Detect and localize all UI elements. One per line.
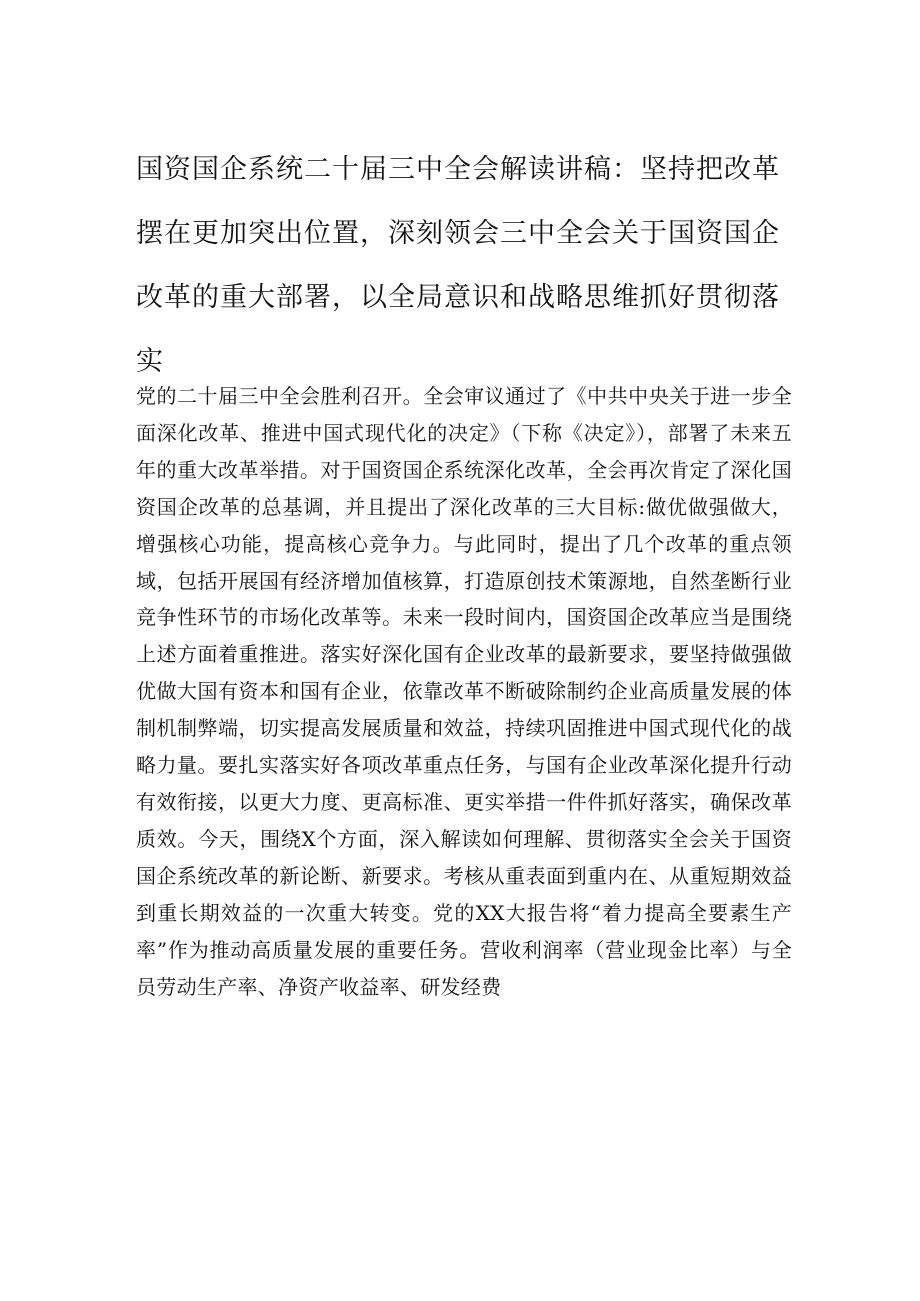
- document-title: 国资国企系统二十届三中全会解读讲稿：坚持把改革摆在更加突出位置，深刻领会三中全会关于国资国企改革的重大部署，以全局意识和战略思维抓好贯彻落实: [136, 154, 780, 377]
- document-body-paragraph: 党的二十届三中全会胜利召开。全会审议通过了《中共中央关于进一步全面深化改革、推进中国式现代化的决定》（下称《决定》），部署了未来五年的重大改革举措。对于国资国企系统深化改革，全会再次肯定了深化国资国企改革的总基调，并且提出了深化改革的三大目标:做优做强做大，增强核心功能，提高核心竞争力。与此同时，提出了几个改革的重点领域，包括开展国有经济增加值核算，打造原创技术策源地，自然垄断行业竞争性环节的市场化改革等。未来一段时间内，国资国企改革应当是围绕上述方面着重推进。落实好深化国有企业改革的最新要求，要坚持做强做优做大国有资本和国有企业，依靠改革不断破除制约企业高质量发展的体制机制弊端，切实提高发展质量和效益，持续巩固推进中国式现代化的战略力量。要扎实落实好各项改革重点任务，与国有企业改革深化提升行动有效衔接，以更大力度、更高标准、更实举措一件件抓好落实，确保改革质效。今天，围绕X个方面，深入解读如何理解、贯彻落实全会关于国资国企系统改革的新论断、新要求。考核从重表面到重内在、从重短期效益到重长期效益的一次重大转变。党的XX大报告将“着力提高全要素生产率”作为推动高质量发展的重要任务。营收利润率（营业现金比率）与全员劳动生产率、净资产收益率、研发经费: [136, 384, 792, 999]
